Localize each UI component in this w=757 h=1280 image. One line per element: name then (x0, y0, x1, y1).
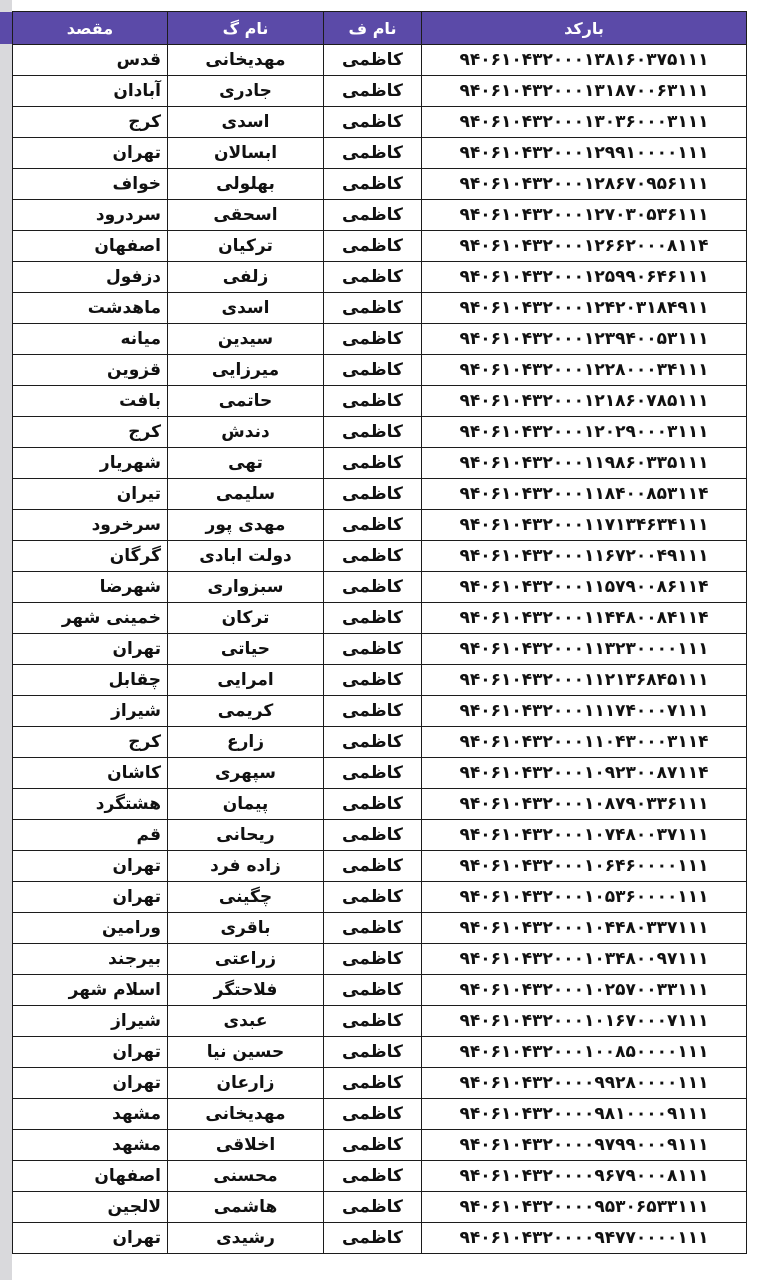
first-name-cell: کاظمی (324, 696, 422, 727)
destination-cell: سرخرود (13, 510, 168, 541)
first-name-cell: کاظمی (324, 758, 422, 789)
barcode-cell: ۹۴۰۶۱۰۴۳۲۰۰۰۱۲۱۸۶۰۷۸۵۱۱۱ (422, 386, 747, 417)
first-name-cell: کاظمی (324, 572, 422, 603)
first-name-cell: کاظمی (324, 76, 422, 107)
last-name-cell: محسنی (168, 1161, 324, 1192)
table-row (13, 1161, 747, 1192)
last-name-cell: زاده فرد (168, 851, 324, 882)
table-row (13, 975, 747, 1006)
barcode-cell: ۹۴۰۶۱۰۴۳۲۰۰۰۱۰۵۳۶۰۰۰۰۱۱۱ (422, 882, 747, 913)
destination-cell: شهریار (13, 448, 168, 479)
last-name-cell: باقری (168, 913, 324, 944)
barcode-cell: ۹۴۰۶۱۰۴۳۲۰۰۰۱۱۴۴۸۰۰۸۴۱۱۴ (422, 603, 747, 634)
last-name-cell: دندش (168, 417, 324, 448)
table-row (13, 417, 747, 448)
table-row (13, 231, 747, 262)
table-row (13, 696, 747, 727)
destination-cell: تهران (13, 1223, 168, 1254)
destination-cell: بیرجند (13, 944, 168, 975)
destination-cell: تهران (13, 634, 168, 665)
barcode-cell: ۹۴۰۶۱۰۴۳۲۰۰۰۰۹۴۷۷۰۰۰۰۱۱۱ (422, 1223, 747, 1254)
first-name-cell: کاظمی (324, 913, 422, 944)
destination-cell: مشهد (13, 1099, 168, 1130)
last-name-cell: حیاتی (168, 634, 324, 665)
last-name-cell: سلیمی (168, 479, 324, 510)
header-first-name: نام ف (324, 12, 422, 45)
barcode-cell: ۹۴۰۶۱۰۴۳۲۰۰۰۱۰۷۴۸۰۰۳۷۱۱۱ (422, 820, 747, 851)
table-row (13, 603, 747, 634)
last-name-cell: جادری (168, 76, 324, 107)
destination-cell: قزوین (13, 355, 168, 386)
barcode-cell: ۹۴۰۶۱۰۴۳۲۰۰۰۱۱۱۷۴۰۰۰۷۱۱۱ (422, 696, 747, 727)
destination-cell: کرج (13, 727, 168, 758)
table-row (13, 138, 747, 169)
last-name-cell: اسدی (168, 107, 324, 138)
table-row (13, 45, 747, 76)
first-name-cell: کاظمی (324, 448, 422, 479)
first-name-cell: کاظمی (324, 324, 422, 355)
first-name-cell: کاظمی (324, 479, 422, 510)
first-name-cell: کاظمی (324, 510, 422, 541)
table-row (13, 262, 747, 293)
first-name-cell: کاظمی (324, 820, 422, 851)
table-header (13, 12, 747, 45)
table-row (13, 1006, 747, 1037)
table-row (13, 355, 747, 386)
first-name-cell: کاظمی (324, 231, 422, 262)
last-name-cell: میرزایی (168, 355, 324, 386)
destination-cell: شهرضا (13, 572, 168, 603)
destination-cell: آبادان (13, 76, 168, 107)
first-name-cell: کاظمی (324, 789, 422, 820)
table-row (13, 200, 747, 231)
barcode-cell: ۹۴۰۶۱۰۴۳۲۰۰۰۱۱۷۱۳۴۶۳۴۱۱۱ (422, 510, 747, 541)
barcode-cell: ۹۴۰۶۱۰۴۳۲۰۰۰۱۱۵۷۹۰۰۸۶۱۱۴ (422, 572, 747, 603)
first-name-cell: کاظمی (324, 665, 422, 696)
destination-cell: دزفول (13, 262, 168, 293)
last-name-cell: کریمی (168, 696, 324, 727)
barcode-cell: ۹۴۰۶۱۰۴۳۲۰۰۰۱۰۱۶۷۰۰۰۷۱۱۱ (422, 1006, 747, 1037)
last-name-cell: فلاحتگر (168, 975, 324, 1006)
first-name-cell: کاظمی (324, 944, 422, 975)
barcode-cell: ۹۴۰۶۱۰۴۳۲۰۰۰۱۲۳۹۴۰۰۵۳۱۱۱ (422, 324, 747, 355)
table-row (13, 386, 747, 417)
destination-cell: لالجین (13, 1192, 168, 1223)
destination-cell: ورامین (13, 913, 168, 944)
barcode-cell: ۹۴۰۶۱۰۴۳۲۰۰۰۰۹۸۱۰۰۰۰۹۱۱۱ (422, 1099, 747, 1130)
first-name-cell: کاظمی (324, 386, 422, 417)
first-name-cell: کاظمی (324, 107, 422, 138)
first-name-cell: کاظمی (324, 1223, 422, 1254)
first-name-cell: کاظمی (324, 727, 422, 758)
last-name-cell: امرایی (168, 665, 324, 696)
first-name-cell: کاظمی (324, 200, 422, 231)
table-row (13, 944, 747, 975)
last-name-cell: عبدی (168, 1006, 324, 1037)
last-name-cell: زارع (168, 727, 324, 758)
destination-cell: تهران (13, 882, 168, 913)
first-name-cell: کاظمی (324, 45, 422, 76)
first-name-cell: کاظمی (324, 1130, 422, 1161)
destination-cell: قم (13, 820, 168, 851)
destination-cell: شیراز (13, 1006, 168, 1037)
last-name-cell: زراعتی (168, 944, 324, 975)
last-name-cell: زارعان (168, 1068, 324, 1099)
table-row (13, 169, 747, 200)
barcode-cell: ۹۴۰۶۱۰۴۳۲۰۰۰۱۲۲۸۰۰۰۳۴۱۱۱ (422, 355, 747, 386)
barcode-cell: ۹۴۰۶۱۰۴۳۲۰۰۰۱۰۰۸۵۰۰۰۰۱۱۱ (422, 1037, 747, 1068)
barcode-cell: ۹۴۰۶۱۰۴۳۲۰۰۰۱۰۹۲۳۰۰۸۷۱۱۴ (422, 758, 747, 789)
last-name-cell: سیدین (168, 324, 324, 355)
barcode-cell: ۹۴۰۶۱۰۴۳۲۰۰۰۱۱۸۴۰۰۸۵۳۱۱۴ (422, 479, 747, 510)
destination-cell: کرج (13, 107, 168, 138)
destination-cell: کاشان (13, 758, 168, 789)
barcode-cell: ۹۴۰۶۱۰۴۳۲۰۰۰۱۱۹۸۶۰۳۳۵۱۱۱ (422, 448, 747, 479)
destination-cell: اسلام شهر (13, 975, 168, 1006)
destination-cell: بافت (13, 386, 168, 417)
header-last-name: نام گ (168, 12, 324, 45)
first-name-cell: کاظمی (324, 975, 422, 1006)
last-name-cell: هاشمی (168, 1192, 324, 1223)
last-name-cell: پیمان (168, 789, 324, 820)
destination-cell: تیران (13, 479, 168, 510)
barcode-cell: ۹۴۰۶۱۰۴۳۲۰۰۰۰۹۷۹۹۰۰۰۹۱۱۱ (422, 1130, 747, 1161)
table-row (13, 634, 747, 665)
barcode-cell: ۹۴۰۶۱۰۴۳۲۰۰۰۱۲۰۲۹۰۰۰۳۱۱۱ (422, 417, 747, 448)
barcode-cell: ۹۴۰۶۱۰۴۳۲۰۰۰۱۰۲۵۷۰۰۳۳۱۱۱ (422, 975, 747, 1006)
last-name-cell: تهی (168, 448, 324, 479)
table-row (13, 448, 747, 479)
last-name-cell: مهدیخانی (168, 1099, 324, 1130)
last-name-cell: مهدی پور (168, 510, 324, 541)
barcode-cell: ۹۴۰۶۱۰۴۳۲۰۰۰۱۲۶۶۲۰۰۰۸۱۱۴ (422, 231, 747, 262)
barcode-cell: ۹۴۰۶۱۰۴۳۲۰۰۰۱۰۸۷۹۰۳۳۶۱۱۱ (422, 789, 747, 820)
side-strip (0, 0, 12, 1280)
last-name-cell: اسحقی (168, 200, 324, 231)
destination-cell: تهران (13, 851, 168, 882)
first-name-cell: کاظمی (324, 262, 422, 293)
table-row (13, 541, 747, 572)
table-row (13, 1068, 747, 1099)
barcode-cell: ۹۴۰۶۱۰۴۳۲۰۰۰۱۰۶۴۶۰۰۰۰۱۱۱ (422, 851, 747, 882)
barcode-cell: ۹۴۰۶۱۰۴۳۲۰۰۰۱۱۶۷۲۰۰۴۹۱۱۱ (422, 541, 747, 572)
last-name-cell: حاتمی (168, 386, 324, 417)
table-row (13, 789, 747, 820)
table-row (13, 913, 747, 944)
first-name-cell: کاظمی (324, 417, 422, 448)
first-name-cell: کاظمی (324, 1037, 422, 1068)
destination-cell: تهران (13, 1068, 168, 1099)
destination-cell: میانه (13, 324, 168, 355)
table-row (13, 851, 747, 882)
table-row (13, 1192, 747, 1223)
last-name-cell: اسدی (168, 293, 324, 324)
last-name-cell: اخلاقی (168, 1130, 324, 1161)
header-row (13, 12, 747, 45)
shipment-table (12, 11, 747, 1254)
barcode-cell: ۹۴۰۶۱۰۴۳۲۰۰۰۱۰۴۴۸۰۳۳۷۱۱۱ (422, 913, 747, 944)
first-name-cell: کاظمی (324, 138, 422, 169)
table-row (13, 479, 747, 510)
last-name-cell: حسین نیا (168, 1037, 324, 1068)
table-row (13, 1099, 747, 1130)
first-name-cell: کاظمی (324, 169, 422, 200)
barcode-cell: ۹۴۰۶۱۰۴۳۲۰۰۰۱۲۹۹۱۰۰۰۰۱۱۱ (422, 138, 747, 169)
barcode-cell: ۹۴۰۶۱۰۴۳۲۰۰۰۱۳۱۸۷۰۰۶۳۱۱۱ (422, 76, 747, 107)
table-row (13, 820, 747, 851)
first-name-cell: کاظمی (324, 1192, 422, 1223)
table-row (13, 758, 747, 789)
barcode-cell: ۹۴۰۶۱۰۴۳۲۰۰۰۱۲۷۰۳۰۵۳۶۱۱۱ (422, 200, 747, 231)
first-name-cell: کاظمی (324, 603, 422, 634)
destination-cell: تهران (13, 1037, 168, 1068)
barcode-cell: ۹۴۰۶۱۰۴۳۲۰۰۰۱۲۸۶۷۰۹۵۶۱۱۱ (422, 169, 747, 200)
table-row (13, 510, 747, 541)
barcode-cell: ۹۴۰۶۱۰۴۳۲۰۰۰۱۰۳۴۸۰۰۹۷۱۱۱ (422, 944, 747, 975)
table-row (13, 1037, 747, 1068)
table-row (13, 1223, 747, 1254)
destination-cell: اصفهان (13, 231, 168, 262)
table-row (13, 665, 747, 696)
destination-cell: سردرود (13, 200, 168, 231)
table-row (13, 107, 747, 138)
first-name-cell: کاظمی (324, 293, 422, 324)
destination-cell: مشهد (13, 1130, 168, 1161)
destination-cell: خواف (13, 169, 168, 200)
last-name-cell: زلفی (168, 262, 324, 293)
last-name-cell: سپهری (168, 758, 324, 789)
first-name-cell: کاظمی (324, 1068, 422, 1099)
barcode-cell: ۹۴۰۶۱۰۴۳۲۰۰۰۱۳۰۳۶۰۰۰۳۱۱۱ (422, 107, 747, 138)
table-body (13, 45, 747, 1254)
destination-cell: کرج (13, 417, 168, 448)
last-name-cell: ابسالان (168, 138, 324, 169)
table-row (13, 572, 747, 603)
last-name-cell: دولت ابادی (168, 541, 324, 572)
destination-cell: شیراز (13, 696, 168, 727)
table-row (13, 1130, 747, 1161)
destination-cell: گرگان (13, 541, 168, 572)
destination-cell: هشتگرد (13, 789, 168, 820)
barcode-cell: ۹۴۰۶۱۰۴۳۲۰۰۰۱۱۰۴۳۰۰۰۳۱۱۴ (422, 727, 747, 758)
destination-cell: قدس (13, 45, 168, 76)
first-name-cell: کاظمی (324, 355, 422, 386)
barcode-cell: ۹۴۰۶۱۰۴۳۲۰۰۰۰۹۹۲۸۰۰۰۰۱۱۱ (422, 1068, 747, 1099)
destination-cell: ماهدشت (13, 293, 168, 324)
last-name-cell: چگینی (168, 882, 324, 913)
first-name-cell: کاظمی (324, 541, 422, 572)
barcode-cell: ۹۴۰۶۱۰۴۳۲۰۰۰۱۱۲۱۳۶۸۴۵۱۱۱ (422, 665, 747, 696)
table-row (13, 76, 747, 107)
destination-cell: اصفهان (13, 1161, 168, 1192)
destination-cell: چقابل (13, 665, 168, 696)
header-destination: مقصد (13, 12, 168, 45)
barcode-cell: ۹۴۰۶۱۰۴۳۲۰۰۰۱۲۵۹۹۰۶۴۶۱۱۱ (422, 262, 747, 293)
barcode-cell: ۹۴۰۶۱۰۴۳۲۰۰۰۰۹۶۷۹۰۰۰۸۱۱۱ (422, 1161, 747, 1192)
table-row (13, 727, 747, 758)
first-name-cell: کاظمی (324, 634, 422, 665)
last-name-cell: سبزواری (168, 572, 324, 603)
destination-cell: تهران (13, 138, 168, 169)
first-name-cell: کاظمی (324, 851, 422, 882)
last-name-cell: رشیدی (168, 1223, 324, 1254)
last-name-cell: ترکان (168, 603, 324, 634)
last-name-cell: مهدیخانی (168, 45, 324, 76)
barcode-cell: ۹۴۰۶۱۰۴۳۲۰۰۰۰۹۵۳۰۶۵۳۳۱۱۱ (422, 1192, 747, 1223)
first-name-cell: کاظمی (324, 1099, 422, 1130)
table-row (13, 882, 747, 913)
destination-cell: خمینی شهر (13, 603, 168, 634)
table-row (13, 293, 747, 324)
last-name-cell: ترکیان (168, 231, 324, 262)
header-barcode: بارکد (422, 12, 747, 45)
barcode-cell: ۹۴۰۶۱۰۴۳۲۰۰۰۱۳۸۱۶۰۳۷۵۱۱۱ (422, 45, 747, 76)
barcode-cell: ۹۴۰۶۱۰۴۳۲۰۰۰۱۱۳۲۳۰۰۰۰۱۱۱ (422, 634, 747, 665)
last-name-cell: بهلولی (168, 169, 324, 200)
first-name-cell: کاظمی (324, 882, 422, 913)
first-name-cell: کاظمی (324, 1161, 422, 1192)
first-name-cell: کاظمی (324, 1006, 422, 1037)
barcode-cell: ۹۴۰۶۱۰۴۳۲۰۰۰۱۲۴۲۰۳۱۸۴۹۱۱ (422, 293, 747, 324)
last-name-cell: ریحانی (168, 820, 324, 851)
table-row (13, 324, 747, 355)
